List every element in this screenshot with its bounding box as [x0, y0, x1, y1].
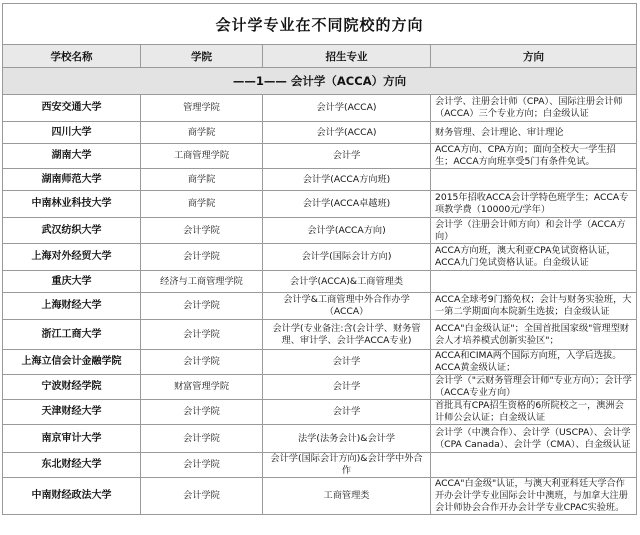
major-cell: 会计学(ACCA) — [263, 95, 431, 122]
direction-table-wrapper — [2, 3, 636, 515]
college-cell: 会计学院 — [141, 453, 263, 478]
college-cell: 经济与工商管理学院 — [141, 271, 263, 293]
major-cell: 会计学(国际会计方向)&会计学中外合作 — [263, 453, 431, 478]
major-cell: 法学(法务会计)&会计学 — [263, 425, 431, 453]
school-cell: 上海财经大学 — [3, 293, 141, 320]
table-row — [3, 350, 637, 375]
school-cell: 重庆大学 — [3, 271, 141, 293]
major-cell: 会计学(ACCA卓越班) — [263, 191, 431, 218]
direction-cell — [431, 271, 637, 293]
table-row — [3, 293, 637, 320]
major-cell: 会计学(专业备注:含(会计学、财务管理、审计学、会计学ACCA专业) — [263, 320, 431, 350]
header-row — [3, 45, 637, 68]
college-cell: 会计学院 — [141, 425, 263, 453]
school-cell: 上海对外经贸大学 — [3, 244, 141, 271]
college-cell: 商学院 — [141, 191, 263, 218]
college-cell: 商学院 — [141, 169, 263, 191]
college-cell: 会计学院 — [141, 320, 263, 350]
header-direction: 方向 — [431, 45, 637, 68]
table-row — [3, 400, 637, 425]
major-cell: 会计学 — [263, 375, 431, 400]
school-cell: 东北财经大学 — [3, 453, 141, 478]
school-cell: 四川大学 — [3, 122, 141, 144]
direction-cell: ACCA"白金级"认证，与澳大利亚科廷大学合作开办会计学专业国际会计中澳班，与加拿大注册会计师协会合作开办会计学专业CPAC实验班。 — [431, 478, 637, 515]
table-title-row — [3, 4, 637, 45]
direction-table — [2, 3, 637, 515]
direction-cell: 会计学（"云财务管理会计师"专业方向）；会计学（ACCA专业方向） — [431, 375, 637, 400]
college-cell: 会计学院 — [141, 478, 263, 515]
direction-cell: 2015年招收ACCA会计学特色班学生；ACCA专项教学费（10000元/学年） — [431, 191, 637, 218]
school-cell: 中南财经政法大学 — [3, 478, 141, 515]
major-cell: 会计学(国际会计方向) — [263, 244, 431, 271]
direction-cell — [431, 453, 637, 478]
college-cell: 商学院 — [141, 122, 263, 144]
direction-cell: 会计学（注册会计师方向）和会计学（ACCA方向） — [431, 218, 637, 244]
college-cell: 会计学院 — [141, 244, 263, 271]
direction-cell: 会计学、注册会计师（CPA）、国际注册会计师（ACCA）三个专业方向；白金级认证 — [431, 95, 637, 122]
school-cell: 上海立信会计金融学院 — [3, 350, 141, 375]
college-cell: 财富管理学院 — [141, 375, 263, 400]
table-row — [3, 95, 637, 122]
major-cell: 会计学(ACCA方向班) — [263, 169, 431, 191]
direction-cell: ACCA和CIMA两个国际方向班，入学后选拔。ACCA黄金级认证； — [431, 350, 637, 375]
section-label: ——1—— 会计学（ACCA）方向 — [3, 68, 637, 95]
table-row — [3, 271, 637, 293]
direction-cell: 首批具有CPA招生资格的6所院校之一，澳洲会计师公会认证；白金级认证 — [431, 400, 637, 425]
header-college: 学院 — [141, 45, 263, 68]
school-cell: 湖南师范大学 — [3, 169, 141, 191]
major-cell: 会计学 — [263, 350, 431, 375]
college-cell: 工商管理学院 — [141, 144, 263, 169]
school-cell: 浙江工商大学 — [3, 320, 141, 350]
college-cell: 管理学院 — [141, 95, 263, 122]
table-row — [3, 478, 637, 515]
table-row — [3, 218, 637, 244]
major-cell: 会计学 — [263, 144, 431, 169]
major-cell: 会计学&工商管理中外合作办学（ACCA） — [263, 293, 431, 320]
direction-cell: ACCA"白金级认证"；全国首批国家级"管理型财会人才培养模式创新实验区"； — [431, 320, 637, 350]
major-cell: 会计学(ACCA) — [263, 122, 431, 144]
school-cell: 湖南大学 — [3, 144, 141, 169]
table-row — [3, 191, 637, 218]
direction-cell: ACCA方向班，澳大利亚CPA免试资格认证，ACCA九门免试资格认证。白金级认证 — [431, 244, 637, 271]
major-cell: 会计学(ACCA方向) — [263, 218, 431, 244]
table-title: 会计学专业在不同院校的方向 — [3, 4, 637, 45]
section-row — [3, 68, 637, 95]
major-cell: 会计学 — [263, 400, 431, 425]
direction-cell: ACCA全球考9门豁免权；会计与财务实验班，大一第二学期面向本院新生选拔；白金级认证 — [431, 293, 637, 320]
major-cell: 工商管理类 — [263, 478, 431, 515]
direction-cell — [431, 169, 637, 191]
school-cell: 宁波财经学院 — [3, 375, 141, 400]
school-cell: 武汉纺织大学 — [3, 218, 141, 244]
table-row — [3, 122, 637, 144]
college-cell: 会计学院 — [141, 218, 263, 244]
direction-cell: 财务管理、会计理论、审计理论 — [431, 122, 637, 144]
header-school: 学校名称 — [3, 45, 141, 68]
table-row — [3, 320, 637, 350]
table-row — [3, 144, 637, 169]
major-cell: 会计学(ACCA)&工商管理类 — [263, 271, 431, 293]
direction-cell: 会计学（中澳合作）、会计学（USCPA）、会计学（CPA Canada）、会计学（CMA）、白金级认证 — [431, 425, 637, 453]
college-cell: 会计学院 — [141, 350, 263, 375]
school-cell: 天津财经大学 — [3, 400, 141, 425]
header-major: 招生专业 — [263, 45, 431, 68]
table-row — [3, 425, 637, 453]
direction-cell: ACCA方向、CPA方向；面向全校大一学生招生；ACCA方向班享受5门有条件免试。 — [431, 144, 637, 169]
school-cell: 中南林业科技大学 — [3, 191, 141, 218]
college-cell: 会计学院 — [141, 293, 263, 320]
college-cell: 会计学院 — [141, 400, 263, 425]
table-row — [3, 375, 637, 400]
school-cell: 南京审计大学 — [3, 425, 141, 453]
table-row — [3, 244, 637, 271]
school-cell: 西安交通大学 — [3, 95, 141, 122]
table-row — [3, 453, 637, 478]
table-row — [3, 169, 637, 191]
